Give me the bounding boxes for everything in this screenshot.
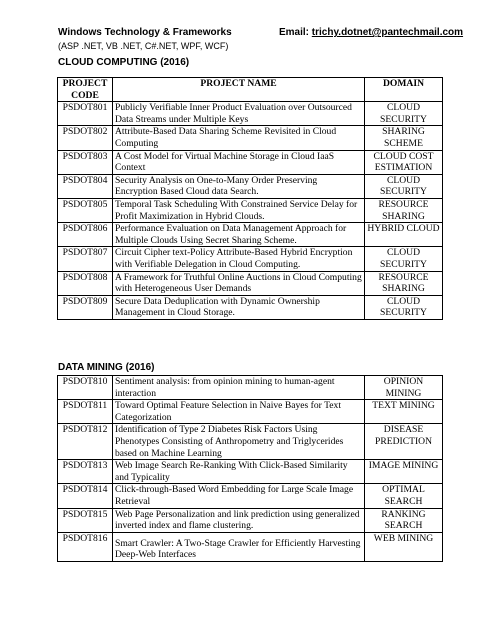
project-name: Sentiment analysis: from opinion mining to human-agent interaction bbox=[113, 376, 365, 400]
project-name: Web Image Search Re-Ranking With Click-Based Similarity and Typicality bbox=[113, 460, 365, 484]
project-name: Temporal Task Scheduling With Constrained Service Delay for Profit Maximization in Hybrid Clouds. bbox=[113, 198, 365, 222]
project-code: PSDOT805 bbox=[58, 198, 113, 222]
project-name: Click-through-Based Word Embedding for Large Scale Image Retrieval bbox=[113, 484, 365, 508]
header-title: Windows Technology & Frameworks bbox=[58, 27, 232, 38]
project-name: Performance Evaluation on Data Management Approach for Multiple Clouds Using Secret Sharing Scheme. bbox=[113, 223, 365, 247]
project-domain: WEB MINING bbox=[365, 532, 443, 561]
project-name: Security Analysis on One-to-Many Order Preserving Encryption Based Cloud data Search. bbox=[113, 174, 365, 198]
project-code: PSDOT803 bbox=[58, 150, 113, 174]
table-row bbox=[58, 271, 443, 295]
project-name: Secure Data Deduplication with Dynamic Ownership Management in Cloud Storage. bbox=[113, 295, 365, 319]
project-domain: RANKING SEARCH bbox=[365, 508, 443, 532]
table-row bbox=[58, 198, 443, 222]
col-header-domain: DOMAIN bbox=[365, 78, 443, 102]
table-row bbox=[58, 126, 443, 150]
project-code: PSDOT816 bbox=[58, 532, 113, 561]
project-code: PSDOT811 bbox=[58, 400, 113, 424]
table-row bbox=[58, 400, 443, 424]
cloud-section-title: CLOUD COMPUTING (2016) bbox=[58, 57, 190, 68]
project-code: PSDOT813 bbox=[58, 460, 113, 484]
project-domain: RESOURCE SHARING bbox=[365, 198, 443, 222]
project-domain: RESOURCE SHARING bbox=[365, 271, 443, 295]
email-label: Email: bbox=[279, 27, 310, 38]
table-row bbox=[58, 508, 443, 532]
table-row bbox=[58, 150, 443, 174]
project-domain: HYBRID CLOUD bbox=[365, 223, 443, 247]
table-row bbox=[58, 532, 443, 561]
project-code: PSDOT806 bbox=[58, 223, 113, 247]
project-code: PSDOT809 bbox=[58, 295, 113, 319]
project-name: A Cost Model for Virtual Machine Storage in Cloud IaaS Context bbox=[113, 150, 365, 174]
table-row bbox=[58, 295, 443, 319]
col-header-name: PROJECT NAME bbox=[113, 78, 365, 102]
project-domain: OPINION MINING bbox=[365, 376, 443, 400]
project-name: Identification of Type 2 Diabetes Risk Factors Using Phenotypes Consisting of Anthropometry and Triglycerides based on Machine Learning bbox=[113, 424, 365, 460]
project-code: PSDOT815 bbox=[58, 508, 113, 532]
table-row bbox=[58, 424, 443, 460]
cloud-projects-table bbox=[57, 77, 443, 320]
project-code: PSDOT801 bbox=[58, 102, 113, 126]
project-name: A Framework for Truthful Online Auctions in Cloud Computing with Heterogeneous User Demands bbox=[113, 271, 365, 295]
project-domain: CLOUD SECURITY bbox=[365, 102, 443, 126]
email-link[interactable]: trichy.dotnet@pantechmail.com bbox=[311, 27, 464, 38]
project-domain: DISEASE PREDICTION bbox=[365, 424, 443, 460]
project-code: PSDOT812 bbox=[58, 424, 113, 460]
table-row bbox=[58, 460, 443, 484]
project-name: Web Page Personalization and link prediction using generalized inverted index and flame clustering. bbox=[113, 508, 365, 532]
project-name: Publicly Verifiable Inner Product Evaluation over Outsourced Data Streams under Multiple Keys bbox=[113, 102, 365, 126]
project-domain: IMAGE MINING bbox=[365, 460, 443, 484]
table-row bbox=[58, 484, 443, 508]
project-code: PSDOT810 bbox=[58, 376, 113, 400]
header-subtitle: (ASP .NET, VB .NET, C#.NET, WPF, WCF) bbox=[58, 41, 229, 51]
table-row bbox=[58, 247, 443, 271]
col-header-code: PROJECT CODE bbox=[58, 78, 113, 102]
table-row bbox=[58, 376, 443, 400]
table-row bbox=[58, 102, 443, 126]
project-name: Smart Crawler: A Two-Stage Crawler for Efficiently Harvesting Deep-Web Interfaces bbox=[113, 532, 365, 561]
project-code: PSDOT814 bbox=[58, 484, 113, 508]
project-domain: TEXT MINING bbox=[365, 400, 443, 424]
header-contact bbox=[279, 27, 463, 38]
datamining-section-title: DATA MINING (2016) bbox=[58, 362, 155, 373]
table-header-row bbox=[58, 78, 443, 102]
project-domain: CLOUD SECURITY bbox=[365, 247, 443, 271]
table-row bbox=[58, 223, 443, 247]
table-row bbox=[58, 174, 443, 198]
project-name: Attribute-Based Data Sharing Scheme Revisited in Cloud Computing bbox=[113, 126, 365, 150]
project-domain: CLOUD SECURITY bbox=[365, 174, 443, 198]
project-domain: OPTIMAL SEARCH bbox=[365, 484, 443, 508]
project-code: PSDOT808 bbox=[58, 271, 113, 295]
project-code: PSDOT804 bbox=[58, 174, 113, 198]
datamining-projects-table bbox=[57, 375, 443, 562]
project-domain: SHARING SCHEME bbox=[365, 126, 443, 150]
project-domain: CLOUD COST ESTIMATION bbox=[365, 150, 443, 174]
project-name: Circuit Cipher text-Policy Attribute-Based Hybrid Encryption with Verifiable Delegation in Cloud Computing. bbox=[113, 247, 365, 271]
project-domain: CLOUD SECURITY bbox=[365, 295, 443, 319]
project-code: PSDOT807 bbox=[58, 247, 113, 271]
project-code: PSDOT802 bbox=[58, 126, 113, 150]
project-name: Toward Optimal Feature Selection in Naive Bayes for Text Categorization bbox=[113, 400, 365, 424]
